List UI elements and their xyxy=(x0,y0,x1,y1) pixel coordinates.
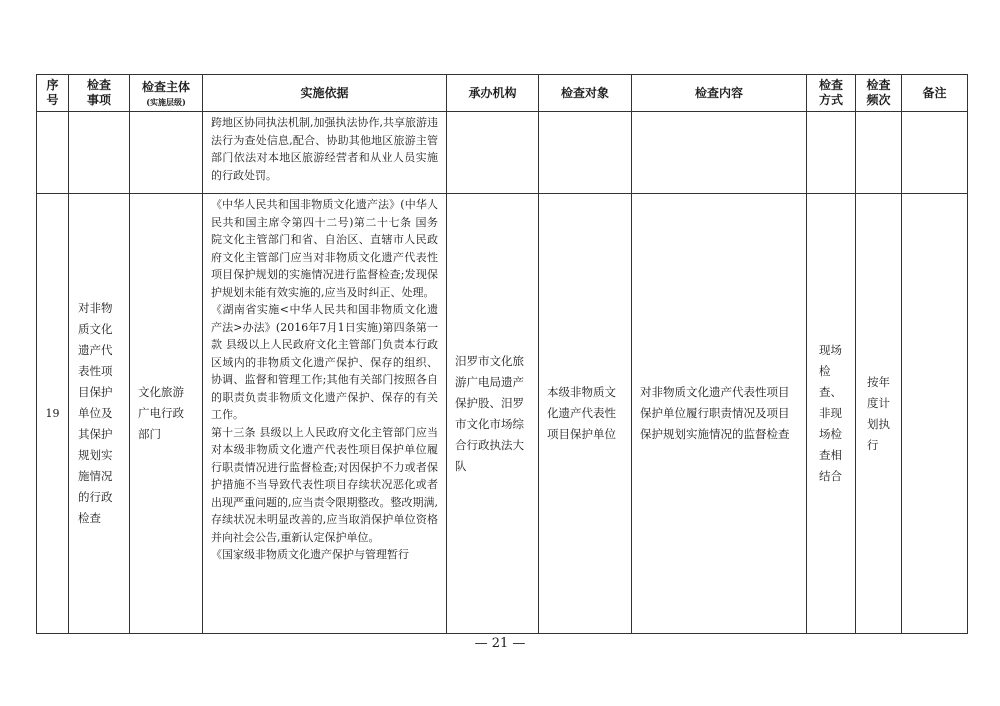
cell-empty xyxy=(447,112,539,194)
row19-seq: 19 xyxy=(37,194,69,634)
cell-empty xyxy=(856,112,902,194)
header-org: 承办机构 xyxy=(447,75,539,112)
cell-empty xyxy=(37,112,69,194)
row19-basis-paragraph: 《中华人民共和国非物质文化遗产法》(中华人民共和国主席令第四十二号)第二十七条 国务院文化主管部门和省、自治区、直辖市人民政府文化主管部门应当对非物质文化遗产代表性项目保护规划的实施情况进行监督检查;发现保护规划未能有效实施的,应当及时纠正、处理。 xyxy=(211,198,438,299)
row19-basis-paragraph: 《湖南省实施<中华人民共和国非物质文化遗产法>办法》(2016年7月1日实施)第四条第一款 县级以上人民政府文化主管部门负责本行政区域内的非物质文化遗产保护、保存的组织、协调、监督和管理工作;其他有关部门按照各自的职责负责非物质文化遗产保护、保存的有关工作。 xyxy=(211,303,438,421)
cell-empty xyxy=(69,112,130,194)
continued-basis-cell xyxy=(203,112,447,194)
row19-content: 对非物质文化遗产代表性项目保护单位履行职责情况及项目保护规划实施情况的监督检查 xyxy=(632,194,807,634)
inspection-table xyxy=(36,74,968,634)
header-target: 检查对象 xyxy=(539,75,632,112)
header-row xyxy=(37,75,968,112)
header-basis: 实施依据 xyxy=(203,75,447,112)
row19-basis-paragraph: 第十三条 县级以上人民政府文化主管部门应当对本级非物质文化遗产代表性项目保护单位履行职责情况进行监督检查;对因保护不力或者保护措施不当导致代表性项目存续状况恶化或者出现严重问题的,应当责令限期整改。整改期满,存续状况未明显改善的,应当取消保护单位资格并向社会公告,重新认定保护单位。 xyxy=(211,425,438,544)
cell-empty xyxy=(539,112,632,194)
row19-note xyxy=(902,194,968,634)
header-freq: 检查频次 xyxy=(856,75,902,112)
cell-empty xyxy=(902,112,968,194)
header-item: 检查事项 xyxy=(69,75,130,112)
header-subject-sublabel: (实施层级) xyxy=(146,96,186,107)
row19-basis-cell xyxy=(203,194,447,634)
row19-org: 汨罗市文化旅游广电局遗产保护股、汨罗市文化市场综合行政执法大队 xyxy=(447,194,539,634)
table-row-continued xyxy=(37,112,968,194)
row19-target: 本级非物质文化遗产代表性项目保护单位 xyxy=(539,194,632,634)
cell-empty xyxy=(807,112,856,194)
continued-basis-text: 跨地区协同执法机制,加强执法协作,共享旅游违法行为查处信息,配合、协助其他地区旅游主管部门依法对本地区旅游经营者和从业人员实施的行政处罚。 xyxy=(211,116,438,182)
header-subject-label: 检查主体 xyxy=(141,79,190,94)
header-note: 备注 xyxy=(902,75,968,112)
page-number: — 21 — xyxy=(474,636,526,651)
header-subject xyxy=(130,75,203,112)
table-row-19 xyxy=(37,194,968,634)
cell-empty xyxy=(632,112,807,194)
row19-basis-paragraph: 《国家级非物质文化遗产保护与管理暂行 xyxy=(211,548,409,561)
header-content: 检查内容 xyxy=(632,75,807,112)
row19-freq: 按年度计划执行 xyxy=(856,194,902,634)
header-seq: 序号 xyxy=(37,75,69,112)
row19-item: 对非物质文化遗产代表性项目保护单位及其保护规划实施情况的行政检查 xyxy=(69,194,130,634)
row19-method: 现场检查、非现场检查相结合 xyxy=(807,194,856,634)
cell-empty xyxy=(130,112,203,194)
row19-subject: 文化旅游广电行政部门 xyxy=(130,194,203,634)
header-method: 检查方式 xyxy=(807,75,856,112)
